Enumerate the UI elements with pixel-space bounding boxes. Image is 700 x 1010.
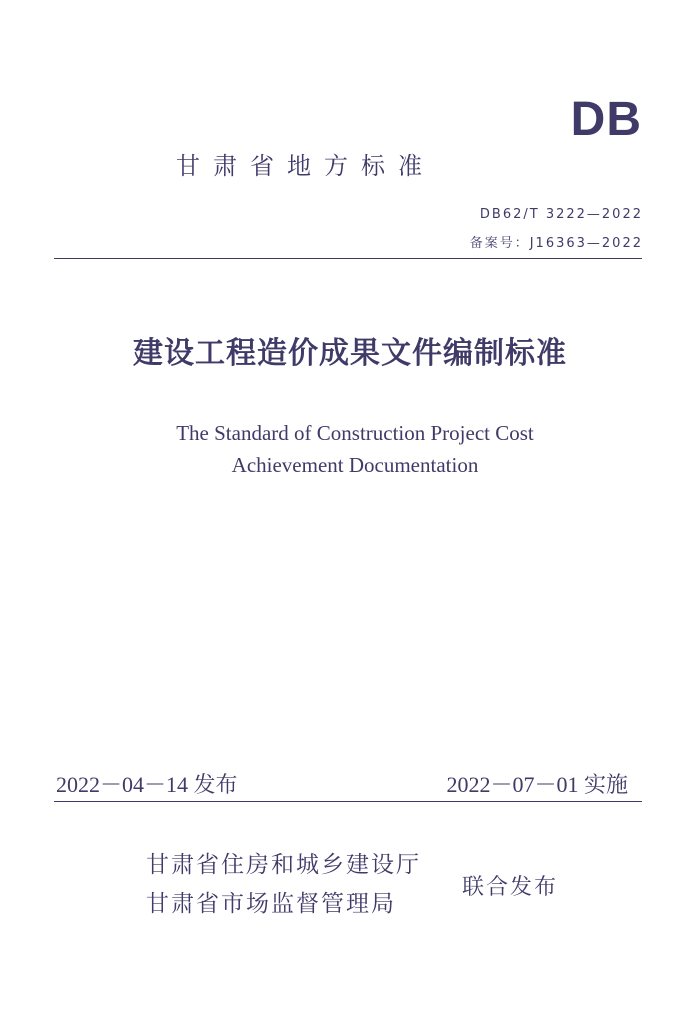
publish-date: 2022－04－14 发布 bbox=[56, 772, 238, 797]
issuer-2: 甘肃省市场监督管理局 bbox=[146, 891, 396, 917]
joint-release-label: 联合发布 bbox=[462, 875, 559, 900]
db-logo: DB bbox=[570, 93, 642, 146]
title-english-line-1: The Standard of Construction Project Cost bbox=[176, 421, 534, 445]
standard-number: DB62/T 3222—2022 bbox=[479, 207, 643, 222]
record-number: 备案号：J16363—2022 bbox=[469, 236, 643, 251]
effective-date: 2022－07－01 实施 bbox=[446, 772, 628, 797]
top-divider bbox=[54, 258, 642, 259]
bottom-divider bbox=[54, 801, 642, 802]
standard-type: 甘肃省地方标准 bbox=[176, 152, 435, 180]
title-english-line-2: Achievement Documentation bbox=[231, 453, 479, 477]
title-chinese: 建设工程造价成果文件编制标准 bbox=[133, 336, 567, 371]
issuer-1: 甘肃省住房和城乡建设厅 bbox=[146, 852, 421, 878]
